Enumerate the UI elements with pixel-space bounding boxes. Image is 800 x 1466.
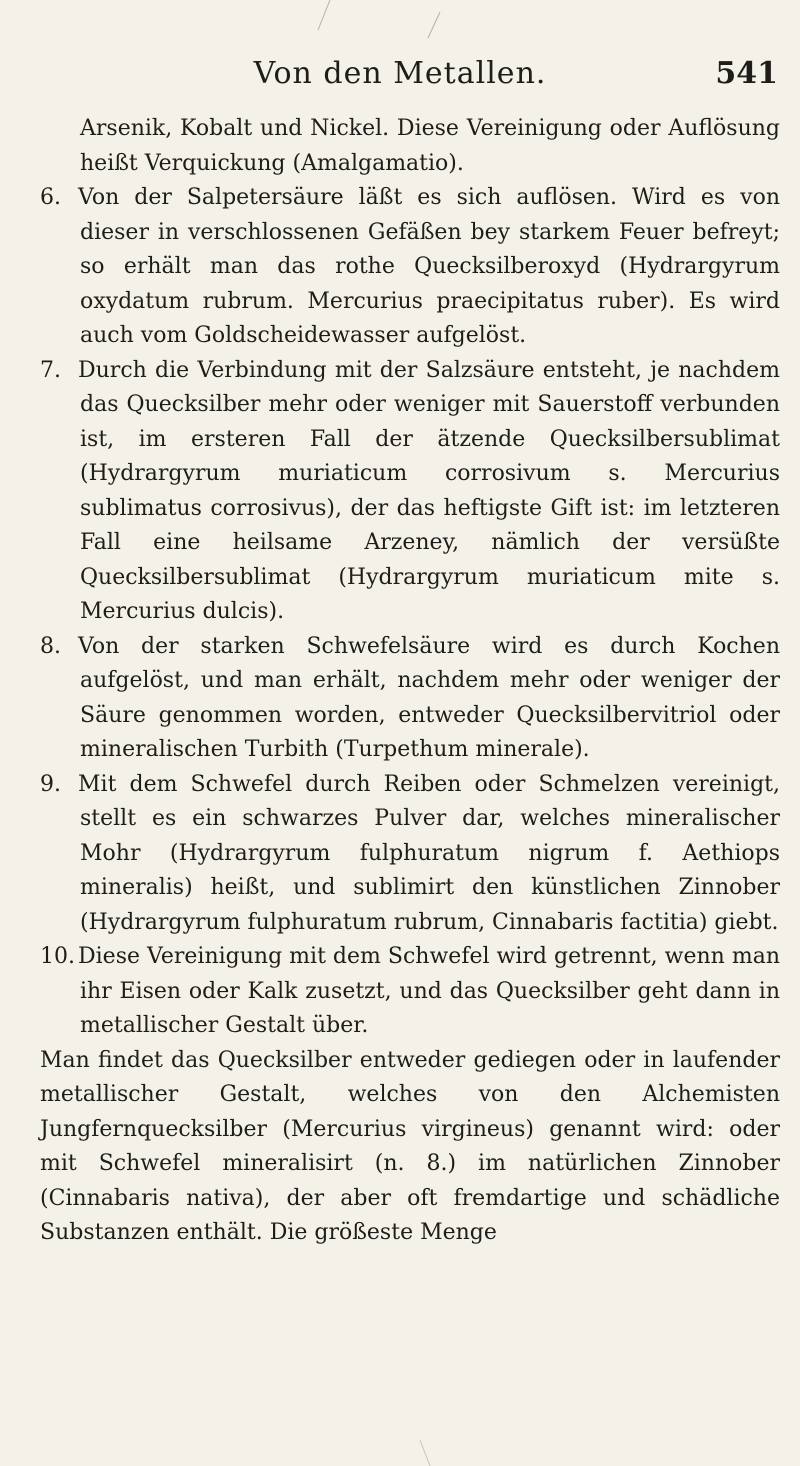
paragraph-7 — [40, 354, 780, 630]
paragraph-6 — [40, 181, 780, 354]
paragraph-number: 6. — [40, 185, 61, 210]
paragraph-number: 8. — [40, 633, 61, 659]
running-title: Von den Metallen. — [253, 56, 547, 91]
paragraph-text: Man findet das Quecksilber entweder gediegen oder in laufender metallischer Gestalt, welches von den Alchemisten Jungfernquecksilber (Mercurius virgineus) genannt wird: oder mit Schwefel mineralisirt (n. 8.) im natürlichen Zinnober (Cinnabaris nativa), der aber oft fremdartige und schädliche Substanzen enthält. Die größeste Menge — [40, 1047, 780, 1245]
paragraph-9 — [40, 768, 780, 941]
paragraph-text: Von der Salpetersäure läßt es sich auflösen. Wird es von dieser in verschlossenen Gefäßen bey starkem Feuer befreyt; so erhält man das rothe Quecksilberoxyd (Hydrargyrum oxydatum rubrum. Mercurius praecipitatus ruber). Es wird auch vom Goldscheidewasser aufgelöst. — [78, 185, 780, 348]
page-number: 541 — [715, 56, 778, 91]
paragraph-8 — [40, 630, 780, 768]
paragraph-number: 7. — [40, 357, 61, 383]
paragraph-text: Diese Vereinigung mit dem Schwefel wird getrennt, wenn man ihr Eisen oder Kalk zusetzt, und das Quecksilber geht dann in metallischer Gestalt über. — [78, 944, 780, 1038]
paragraph-text: Mit dem Schwefel durch Reiben oder Schmelzen vereinigt, stellt es ein schwarzes Pulver dar, welches mineralischer Mohr (Hydrargyrum fulphuratum nigrum f. Aethiops mineralis) heißt, und sublimirt den künstlichen Zinnober (Hydrargyrum fulphuratum rubrum, Cinnabaris factitia) giebt. — [78, 771, 780, 935]
paragraph-text: Von der starken Schwefelsäure wird es durch Kochen aufgelöst, und man erhält, nachdem mehr oder weniger der Säure genommen worden, entweder Quecksilbervitriol oder mineralischen Turbith (Turpethum minerale). — [78, 633, 780, 762]
paragraph-number: 9. — [40, 771, 61, 797]
paragraph-number: 10. — [40, 944, 75, 969]
paragraph-intro — [40, 112, 780, 181]
paragraph-text: Durch die Verbindung mit der Salzsäure entsteht, je nachdem das Quecksilber mehr oder weniger mit Sauerstoff verbunden ist, im ersteren Fall der ätzende Quecksilbersublimat (Hydrargyrum muriaticum corrosivum s. Mercurius sublimatus corrosivus), der das heftigste Gift ist: im letzteren Fall eine heilsame Arzeney, nämlich der versüßte Quecksilbersublimat (Hydrargyrum muriaticum mite s. Mercurius dulcis). — [78, 357, 780, 624]
body-text — [40, 112, 780, 1251]
paragraph-text: Arsenik, Kobalt und Nickel. Diese Vereinigung oder Auflösung heißt Verquickung (Amalgamatio). — [80, 116, 780, 176]
paragraph-10 — [40, 940, 780, 1044]
page-header — [0, 52, 800, 102]
paragraph-closing — [40, 1044, 780, 1251]
